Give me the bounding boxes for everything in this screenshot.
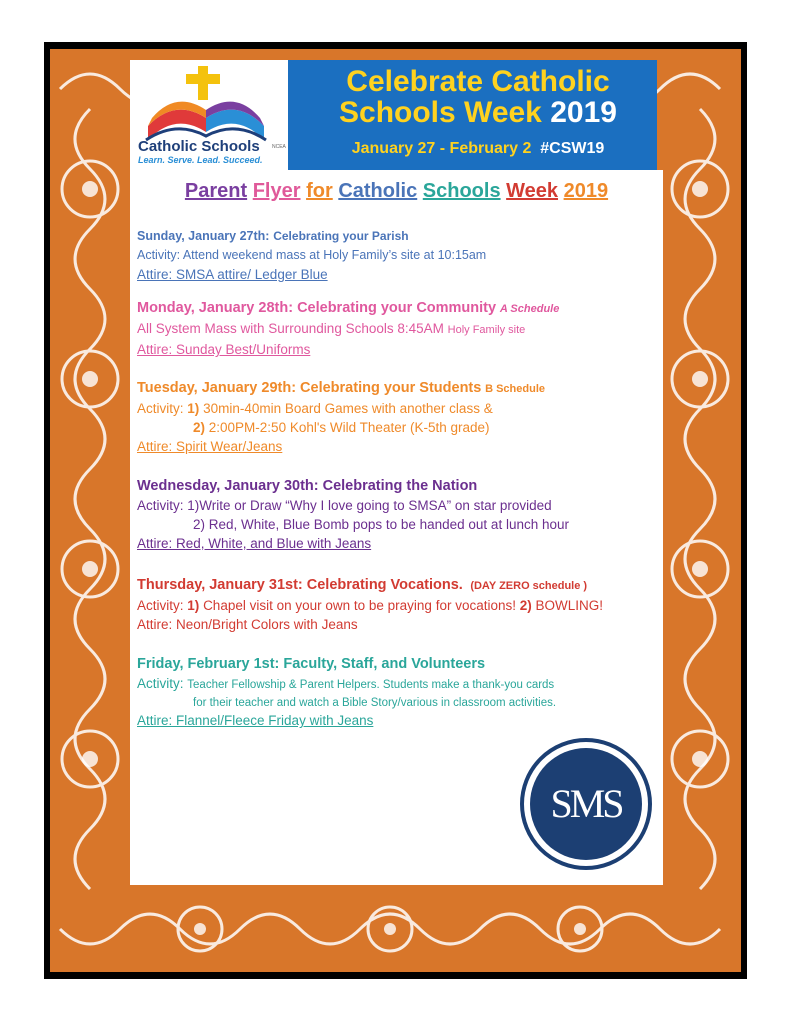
sms-seal-text: SMS: [530, 748, 642, 860]
friday-section: [137, 655, 662, 730]
wednesday-attire: Attire: Red, White, and Blue with Jeans: [137, 536, 372, 551]
sunday-activity: Activity: Attend weekend mass at Holy Family’s site at 10:15am: [137, 248, 487, 262]
csw-banner: [130, 60, 657, 170]
title-word: Flyer: [252, 180, 301, 202]
title-word: Catholic: [338, 180, 418, 202]
title-word: Parent: [184, 180, 248, 202]
logo-tagline: Learn. Serve. Lead. Succeed.: [138, 155, 263, 165]
thursday-item1: Chapel visit on your own to be praying for vocations!: [203, 598, 516, 613]
sunday-section: [137, 226, 662, 284]
logo-name: Catholic Schools: [138, 138, 260, 155]
monday-activity: All System Mass with Surrounding Schools 8:45AM: [137, 321, 444, 336]
friday-line2: for their teacher and watch a Bible Story/various in classroom activities.: [193, 697, 557, 709]
flyer-title: [130, 180, 663, 203]
tuesday-heading: Tuesday, January 29th: Celebrating your Students: [137, 380, 482, 396]
tuesday-item1-num: 1): [187, 401, 200, 416]
tuesday-section: [137, 378, 662, 456]
banner-dates: January 27 - February 2: [351, 140, 532, 157]
logo-mark: NCEA: [272, 144, 286, 150]
thursday-item1-num: 1): [187, 598, 200, 613]
sunday-theme: Celebrating your Parish: [273, 229, 409, 243]
thursday-activity-label: Activity:: [137, 598, 184, 613]
monday-section: [137, 298, 662, 359]
title-word: Schools: [422, 180, 501, 202]
banner-title-line2: Schools Week: [339, 96, 542, 129]
thursday-item2-num: 2): [519, 598, 532, 613]
wednesday-section: [137, 477, 662, 553]
catholic-schools-logo: [130, 60, 288, 170]
wednesday-item1: Activity: 1)Write or Draw “Why I love going to SMSA” on star provided: [137, 498, 552, 513]
sunday-heading: Sunday, January 27th:: [137, 229, 270, 243]
tuesday-schedule: B Schedule: [485, 383, 545, 395]
monday-activity-note: Holy Family site: [447, 324, 526, 336]
banner-hashtag: #CSW19: [540, 140, 605, 157]
monday-schedule: A Schedule: [499, 303, 560, 315]
title-word: 2019: [563, 180, 609, 202]
thursday-attire: Attire: Neon/Bright Colors with Jeans: [137, 617, 358, 632]
banner-title-panel: [288, 60, 657, 170]
friday-line1: Teacher Fellowship & Parent Helpers. Students make a thank-you cards: [187, 679, 555, 691]
monday-attire: Attire: Sunday Best/Uniforms: [137, 342, 311, 357]
thursday-item2: BOWLING!: [535, 598, 604, 613]
title-word: Week: [506, 180, 559, 202]
thursday-heading: Thursday, January 31st: Celebrating Vocations.: [137, 577, 463, 593]
tuesday-item2-num: 2): [193, 420, 206, 435]
tuesday-activity-label: Activity:: [137, 401, 184, 416]
monday-heading: Monday, January 28th: Celebrating your Community: [137, 300, 497, 316]
wednesday-heading: Wednesday, January 30th: Celebrating the Nation: [137, 478, 478, 494]
friday-heading: Friday, February 1st: Faculty, Staff, and Volunteers: [137, 656, 486, 672]
friday-activity-label: Activity:: [137, 676, 184, 691]
wednesday-item2: 2) Red, White, Blue Bomb pops to be handed out at lunch hour: [193, 517, 569, 532]
title-word: for: [306, 180, 333, 202]
thursday-schedule: (DAY ZERO schedule ): [470, 580, 588, 592]
sms-seal-logo: [520, 738, 652, 870]
tuesday-attire: Attire: Spirit Wear/Jeans: [137, 439, 283, 454]
banner-title-line1: Celebrate Catholic: [346, 65, 610, 98]
banner-year: 2019: [550, 96, 617, 129]
tuesday-item1: 30min-40min Board Games with another class &: [203, 401, 493, 416]
sunday-attire: Attire: SMSA attire/ Ledger Blue: [137, 267, 328, 282]
thursday-section: [137, 575, 662, 634]
friday-attire: Attire: Flannel/Fleece Friday with Jeans: [137, 713, 374, 728]
tuesday-item2: 2:00PM-2:50 Kohl's Wild Theater (K-5th grade): [208, 420, 490, 435]
